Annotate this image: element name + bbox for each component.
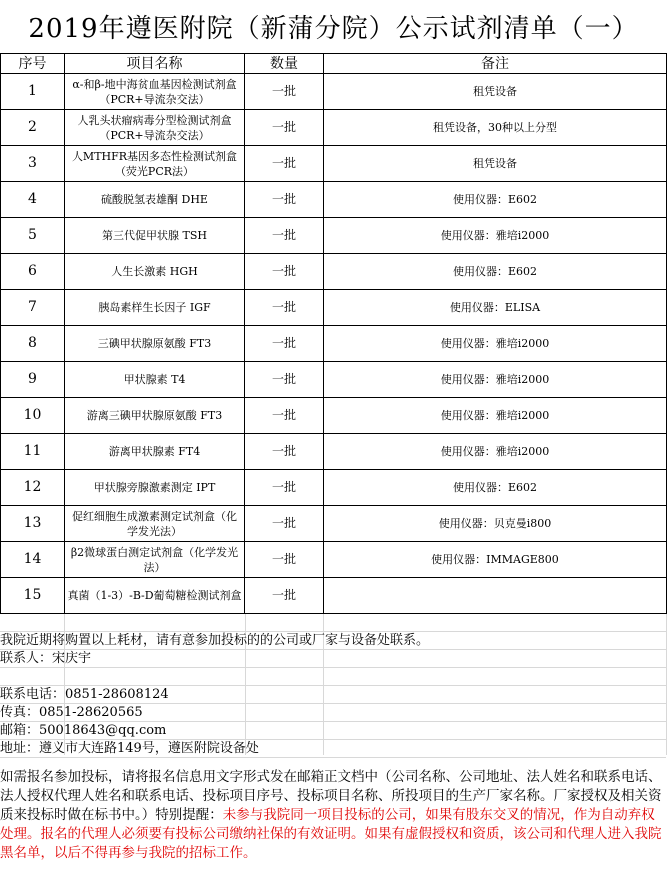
row-qty: 一批	[245, 254, 324, 290]
row-qty: 一批	[245, 74, 324, 110]
row-name: 真菌（1-3）-Β-D葡萄糖检测试剂盒	[65, 578, 245, 614]
row-note: 使用仪器：E602	[324, 470, 667, 506]
row-name: 胰岛素样生长因子 IGF	[65, 290, 245, 326]
notice-address: 地址：遵义市大连路149号，遵医附院设备处	[0, 741, 259, 756]
row-name: 甲状腺素 T4	[65, 362, 245, 398]
row-no: 12	[1, 470, 65, 506]
header-note: 备注	[324, 54, 667, 74]
row-qty: 一批	[245, 110, 324, 146]
row-name: 游离三碘甲状腺原氨酸 FT3	[65, 398, 245, 434]
row-name: 硫酸脱氢表雄酮 DHE	[65, 182, 245, 218]
row-note: 使用仪器：雅培i2000	[324, 398, 667, 434]
row-note: 使用仪器：雅培i2000	[324, 326, 667, 362]
row-name: 人生长激素 HGH	[65, 254, 245, 290]
row-no: 6	[1, 254, 65, 290]
row-no: 7	[1, 290, 65, 326]
row-no: 3	[1, 146, 65, 182]
notice-instructions	[0, 768, 666, 863]
row-qty: 一批	[245, 398, 324, 434]
row-name: 三碘甲状腺原氨酸 FT3	[65, 326, 245, 362]
header-qty: 数量	[245, 54, 324, 74]
table-row	[1, 398, 667, 434]
row-qty: 一批	[245, 182, 324, 218]
table-header-row	[1, 54, 667, 74]
row-no: 9	[1, 362, 65, 398]
row-qty: 一批	[245, 542, 324, 578]
notice-email: 邮箱：50018643@qq.com	[0, 723, 167, 738]
row-note: 租凭设备	[324, 146, 667, 182]
row-qty: 一批	[245, 326, 324, 362]
table-row	[1, 506, 667, 542]
row-note: 使用仪器：ELISA	[324, 290, 667, 326]
row-name: 人MTHFR基因多态性检测试剂盒（荧光PCR法）	[65, 146, 245, 182]
row-note: 使用仪器：IMMAGE800	[324, 542, 667, 578]
row-name: 甲状腺旁腺激素测定 IPT	[65, 470, 245, 506]
reagent-table	[0, 53, 667, 614]
row-note	[324, 578, 667, 614]
row-no: 4	[1, 182, 65, 218]
row-qty: 一批	[245, 362, 324, 398]
table-row	[1, 182, 667, 218]
table-row	[1, 578, 667, 614]
table-row	[1, 146, 667, 182]
row-name: 促红细胞生成激素测定试剂盒（化学发光法）	[65, 506, 245, 542]
table-row	[1, 470, 667, 506]
row-name: 第三代促甲状腺 TSH	[65, 218, 245, 254]
row-note: 租凭设备	[324, 74, 667, 110]
table-row	[1, 110, 667, 146]
row-no: 1	[1, 74, 65, 110]
header-name: 项目名称	[65, 54, 245, 74]
row-note: 租凭设备，30种以上分型	[324, 110, 667, 146]
row-qty: 一批	[245, 290, 324, 326]
table-row	[1, 434, 667, 470]
row-name: 人乳头状瘤病毒分型检测试剂盒（PCR+导流杂交法）	[65, 110, 245, 146]
table-row	[1, 290, 667, 326]
row-note: 使用仪器：E602	[324, 254, 667, 290]
row-qty: 一批	[245, 146, 324, 182]
row-no: 2	[1, 110, 65, 146]
row-no: 10	[1, 398, 65, 434]
row-no: 15	[1, 578, 65, 614]
row-note: 使用仪器：贝克曼i800	[324, 506, 667, 542]
row-qty: 一批	[245, 218, 324, 254]
row-name: 游离甲状腺素 FT4	[65, 434, 245, 470]
row-note: 使用仪器：雅培i2000	[324, 218, 667, 254]
row-note: 使用仪器：E602	[324, 182, 667, 218]
notice-phone: 联系电话：0851-28608124	[0, 687, 169, 702]
row-name: β2微球蛋白测定试剂盒（化学发光法）	[65, 542, 245, 578]
header-no: 序号	[1, 54, 65, 74]
table-row	[1, 218, 667, 254]
row-note: 使用仪器：雅培i2000	[324, 434, 667, 470]
row-qty: 一批	[245, 434, 324, 470]
table-row	[1, 362, 667, 398]
row-no: 14	[1, 542, 65, 578]
row-note: 使用仪器：雅培i2000	[324, 362, 667, 398]
row-qty: 一批	[245, 578, 324, 614]
warning-text: 未参与我院同一项目投标的公司，如果有股东交叉的情况，作为自动弃权处理。报名的代理人必须要有投标公司缴纳社保的有效证明。如果有虚假授权和资质，该公司和代理人进入我院黑名单，以后不得再参与我院的招标工作。	[0, 807, 662, 861]
row-no: 13	[1, 506, 65, 542]
notice-contact: 联系人：宋庆宇	[0, 651, 92, 666]
row-qty: 一批	[245, 470, 324, 506]
row-no: 5	[1, 218, 65, 254]
table-row	[1, 542, 667, 578]
row-no: 11	[1, 434, 65, 470]
row-no: 8	[1, 326, 65, 362]
notice-fax: 传真：0851-28620565	[0, 705, 143, 720]
row-name: α-和β-地中海贫血基因检测试剂盒（PCR+导流杂交法）	[65, 74, 245, 110]
notice-intro: 我院近期将购置以上耗材，请有意参加投标的的公司或厂家与设备处联系。	[0, 633, 430, 648]
row-qty: 一批	[245, 506, 324, 542]
table-row	[1, 326, 667, 362]
table-row	[1, 254, 667, 290]
page-title: 2019年遵医附院（新蒲分院）公示试剂清单（一）	[28, 13, 639, 44]
table-row	[1, 74, 667, 110]
instructions-text: 如需报名参加投标，请将报名信息用文字形式发在邮箱正文档中（公司名称、公司地址、法人姓名和联系电话、法人授权代理人姓名和联系电话、投标项目序号、投标项目名称、所投项目的生产厂家名称。厂家授权及相关资质来投标时做在标书中。）特别提醒：	[0, 769, 662, 823]
